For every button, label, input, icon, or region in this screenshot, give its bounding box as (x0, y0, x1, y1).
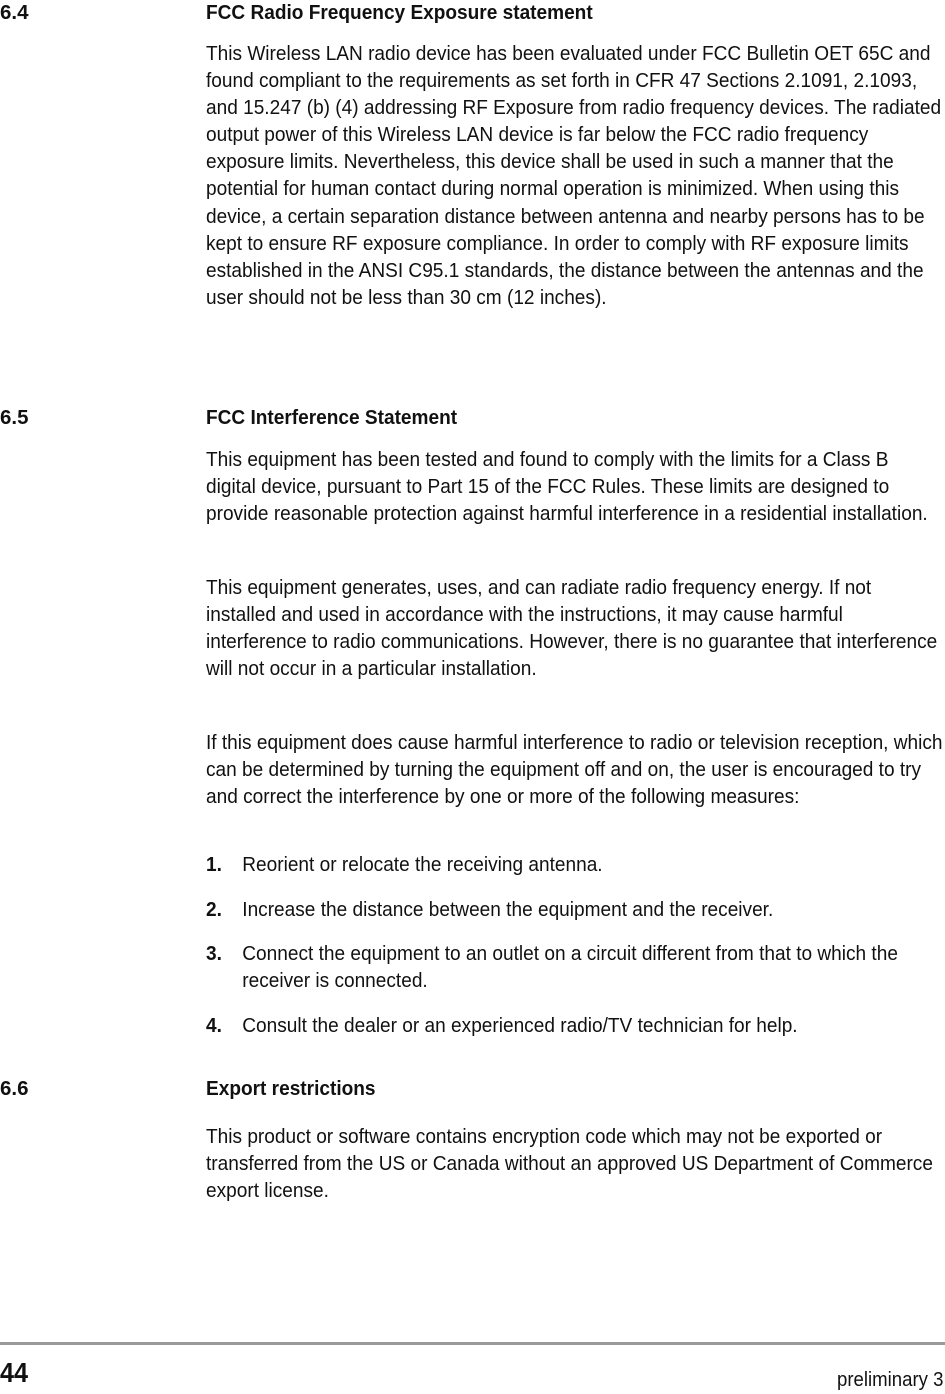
section-title-export: Export restrictions (206, 1077, 376, 1100)
paragraph-interference-2: This equipment generates, uses, and can radiate radio frequency energy. If not installed and used in accordance with the instructions, it may cause harmful interference to radio communications. However, there is no guarantee that interference will not occur in a particular installation. (206, 576, 938, 681)
page-number: 44 (0, 1357, 29, 1388)
paragraph-rf-exposure: This Wireless LAN radio device has been evaluated under FCC Bulletin OET 65C and found compliant to the requirements as set forth in CFR 47 Sections 2.1091, 2.1093, and 15.247 (b) (4) addressing RF Exposure from radio frequency devices. The radiated output power of this Wireless LAN device is far below the FCC radio frequency exposure limits. Nevertheless, this device shall be used in such a manner that the potential for human contact during normal operation is minimized. When using this device, a certain separation distance between antenna and nearby persons has to be kept to ensure RF exposure compliance. In order to comply with RF exposure limits established in the ANSI C95.1 standards, the distance between the antennas and the user should not be less than 30 cm (12 inches). (206, 42, 942, 309)
paragraph-interference-1: This equipment has been tested and found to comply with the limits for a Class B digital device, pursuant to Part 15 of the FCC Rules. These limits are designed to provide reasonable protection against harmful interference in a residential installation. (206, 448, 928, 526)
list-item-text: Increase the distance between the equipment and the receiver. (242, 898, 774, 921)
list-item-text: Consult the dealer or an experienced radio/TV technician for help. (242, 1014, 798, 1037)
list-item-number: 3. (206, 942, 222, 965)
paragraph-export: This product or software contains encryption code which may not be exported or transferred from the US or Canada without an approved US Department of Commerce export license. (206, 1125, 933, 1203)
section-title-rf-exposure: FCC Radio Frequency Exposure statement (206, 1, 593, 24)
list-item (206, 896, 943, 923)
list-item-number: 2. (206, 898, 222, 921)
list-item (206, 940, 943, 994)
section-number-6-6: 6.6 (0, 1077, 29, 1100)
list-item (206, 1012, 943, 1039)
section-number-6-4: 6.4 (0, 1, 29, 24)
section-number-6-5: 6.5 (0, 406, 29, 429)
list-item-text: Reorient or relocate the receiving antenna. (242, 853, 603, 876)
list-item (206, 851, 943, 878)
list-item-text: Connect the equipment to an outlet on a circuit different from that to which the receiver is connected. (242, 942, 898, 993)
footer-label: preliminary 3 (836, 1369, 943, 1391)
paragraph-interference-3: If this equipment does cause harmful interference to radio or television reception, which can be determined by turning the equipment off and on, the user is encouraged to try and correct the interference by one or more of the following measures: (206, 731, 943, 809)
list-item-number: 4. (206, 1014, 222, 1037)
section-title-interference: FCC Interference Statement (206, 406, 458, 429)
list-item-number: 1. (206, 853, 222, 876)
footer-divider (0, 1342, 945, 1345)
